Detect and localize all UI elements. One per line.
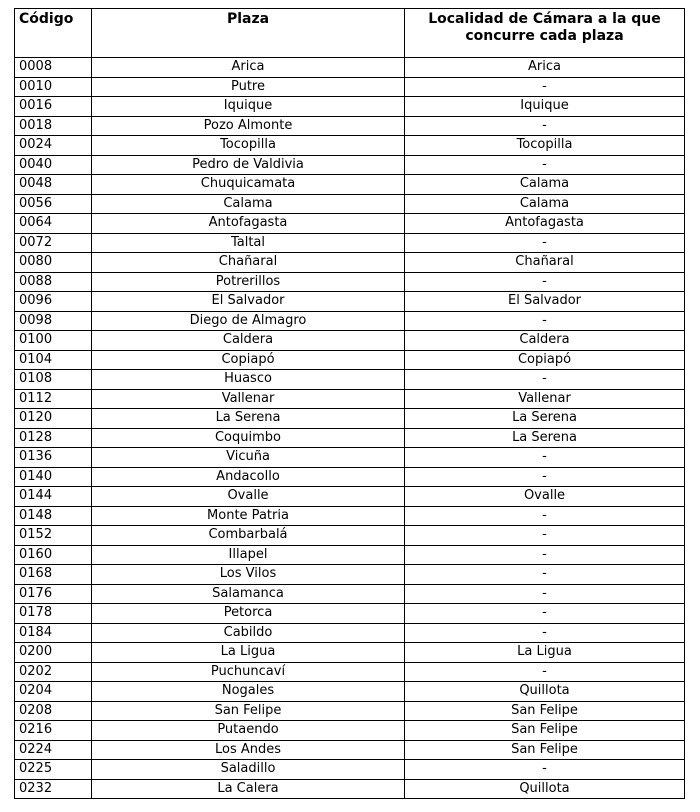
localidad-cell: La Ligua [405,643,685,663]
codigo-cell: 0204 [15,682,92,702]
plaza-cell: Potrerillos [92,272,405,292]
codigo-cell: 0080 [15,253,92,273]
plaza-cell: Chuquicamata [92,175,405,195]
localidad-cell: - [405,272,685,292]
codigo-cell: 0202 [15,662,92,682]
plaza-cell: Huasco [92,370,405,390]
plaza-cell: Cabildo [92,623,405,643]
plaza-cell: Caldera [92,331,405,351]
header-plaza: Plaza [92,9,405,58]
codigo-cell: 0024 [15,136,92,156]
table-row [15,467,685,487]
localidad-cell: Tocopilla [405,136,685,156]
codigo-cell: 0224 [15,740,92,760]
table-row [15,77,685,97]
localidad-cell: Antofagasta [405,214,685,234]
localidad-cell: Quillota [405,682,685,702]
table-row [15,643,685,663]
localidad-cell: Quillota [405,779,685,799]
codigo-cell: 0136 [15,448,92,468]
plaza-cell: Diego de Almagro [92,311,405,331]
localidad-cell: - [405,662,685,682]
table-row [15,214,685,234]
table-row [15,779,685,799]
codigo-cell: 0128 [15,428,92,448]
localidad-cell: La Serena [405,409,685,429]
codigo-cell: 0112 [15,389,92,409]
table-row [15,350,685,370]
table-header [15,9,685,58]
plaza-cell: Ovalle [92,487,405,507]
codigo-cell: 0040 [15,155,92,175]
plaza-cell: Arica [92,58,405,78]
table-row [15,565,685,585]
table-row [15,584,685,604]
plaza-cell: Illapel [92,545,405,565]
codigo-cell: 0098 [15,311,92,331]
codigo-cell: 0072 [15,233,92,253]
table-row [15,175,685,195]
codigo-cell: 0088 [15,272,92,292]
codigo-cell: 0168 [15,565,92,585]
localidad-cell: San Felipe [405,701,685,721]
codigo-cell: 0064 [15,214,92,234]
codigo-cell: 0148 [15,506,92,526]
table-row [15,253,685,273]
localidad-cell: - [405,311,685,331]
localidad-cell: Caldera [405,331,685,351]
localidad-cell: - [405,545,685,565]
localidad-cell: - [405,565,685,585]
localidad-cell: Calama [405,194,685,214]
codigo-cell: 0056 [15,194,92,214]
plaza-cell: Los Vilos [92,565,405,585]
localidad-cell: - [405,760,685,780]
table-row [15,428,685,448]
table-row [15,604,685,624]
codigo-cell: 0120 [15,409,92,429]
table-row [15,740,685,760]
table-row [15,623,685,643]
plaza-cell: Vallenar [92,389,405,409]
table-row [15,97,685,117]
localidad-cell: - [405,623,685,643]
table-row [15,233,685,253]
table-row [15,136,685,156]
localidad-cell: - [405,155,685,175]
codigo-cell: 0144 [15,487,92,507]
table-row [15,194,685,214]
plaza-cell: El Salvador [92,292,405,312]
table-row [15,526,685,546]
localidad-cell: - [405,506,685,526]
plaza-cell: Petorca [92,604,405,624]
plaza-cell: Pedro de Valdivia [92,155,405,175]
codigo-cell: 0176 [15,584,92,604]
table-row [15,409,685,429]
codigo-cell: 0184 [15,623,92,643]
localidad-cell: - [405,584,685,604]
plaza-cell: Putre [92,77,405,97]
localidad-cell: - [405,233,685,253]
codigo-cell: 0018 [15,116,92,136]
codigo-cell: 0160 [15,545,92,565]
table-row [15,272,685,292]
table-row [15,721,685,741]
header-codigo: Código [15,9,92,58]
codigo-cell: 0225 [15,760,92,780]
table-row [15,370,685,390]
codigo-cell: 0108 [15,370,92,390]
localidad-cell: - [405,604,685,624]
table-row [15,545,685,565]
localidad-cell: El Salvador [405,292,685,312]
plaza-cell: Saladillo [92,760,405,780]
codigo-cell: 0008 [15,58,92,78]
table-row [15,701,685,721]
localidad-cell: - [405,77,685,97]
codigo-cell: 0104 [15,350,92,370]
table-row [15,682,685,702]
plaza-cell: La Ligua [92,643,405,663]
localidad-cell: Iquique [405,97,685,117]
localidad-cell: - [405,467,685,487]
localidad-cell: - [405,116,685,136]
plaza-cell: Iquique [92,97,405,117]
plaza-cell: Pozo Almonte [92,116,405,136]
header-localidad: Localidad de Cámara a la que concurre cada plaza [405,9,685,58]
localidad-cell: San Felipe [405,721,685,741]
codigo-cell: 0232 [15,779,92,799]
codigo-cell: 0140 [15,467,92,487]
plaza-cell: Monte Patria [92,506,405,526]
header-row [15,9,685,58]
codigo-cell: 0178 [15,604,92,624]
plaza-cell: La Calera [92,779,405,799]
codigo-cell: 0096 [15,292,92,312]
table-row [15,662,685,682]
codigo-cell: 0208 [15,701,92,721]
table-row [15,155,685,175]
plaza-cell: Puchuncaví [92,662,405,682]
table-row [15,331,685,351]
plaza-cell: San Felipe [92,701,405,721]
table-row [15,760,685,780]
codigo-cell: 0152 [15,526,92,546]
table-row [15,487,685,507]
table-row [15,116,685,136]
plaza-cell: Taltal [92,233,405,253]
plaza-cell: Los Andes [92,740,405,760]
localidad-cell: Arica [405,58,685,78]
table-row [15,311,685,331]
localidad-cell: Calama [405,175,685,195]
localidad-cell: - [405,526,685,546]
plaza-cell: La Serena [92,409,405,429]
codigo-cell: 0010 [15,77,92,97]
localidad-cell: Copiapó [405,350,685,370]
plaza-cell: Salamanca [92,584,405,604]
plaza-cell: Chañaral [92,253,405,273]
plaza-cell: Putaendo [92,721,405,741]
codigo-cell: 0216 [15,721,92,741]
table-row [15,58,685,78]
table-body [15,58,685,799]
plaza-cell: Copiapó [92,350,405,370]
localidad-cell: Vallenar [405,389,685,409]
plaza-cell: Nogales [92,682,405,702]
plazas-table [14,8,685,799]
plaza-cell: Andacollo [92,467,405,487]
table-row [15,292,685,312]
codigo-cell: 0200 [15,643,92,663]
table-row [15,389,685,409]
codigo-cell: 0048 [15,175,92,195]
localidad-cell: - [405,448,685,468]
localidad-cell: - [405,370,685,390]
localidad-cell: La Serena [405,428,685,448]
plaza-cell: Antofagasta [92,214,405,234]
codigo-cell: 0100 [15,331,92,351]
table-row [15,506,685,526]
plaza-cell: Calama [92,194,405,214]
table-row [15,448,685,468]
localidad-cell: San Felipe [405,740,685,760]
codigo-cell: 0016 [15,97,92,117]
plaza-cell: Combarbalá [92,526,405,546]
localidad-cell: Chañaral [405,253,685,273]
plaza-cell: Vicuña [92,448,405,468]
plaza-cell: Tocopilla [92,136,405,156]
localidad-cell: Ovalle [405,487,685,507]
plaza-cell: Coquimbo [92,428,405,448]
